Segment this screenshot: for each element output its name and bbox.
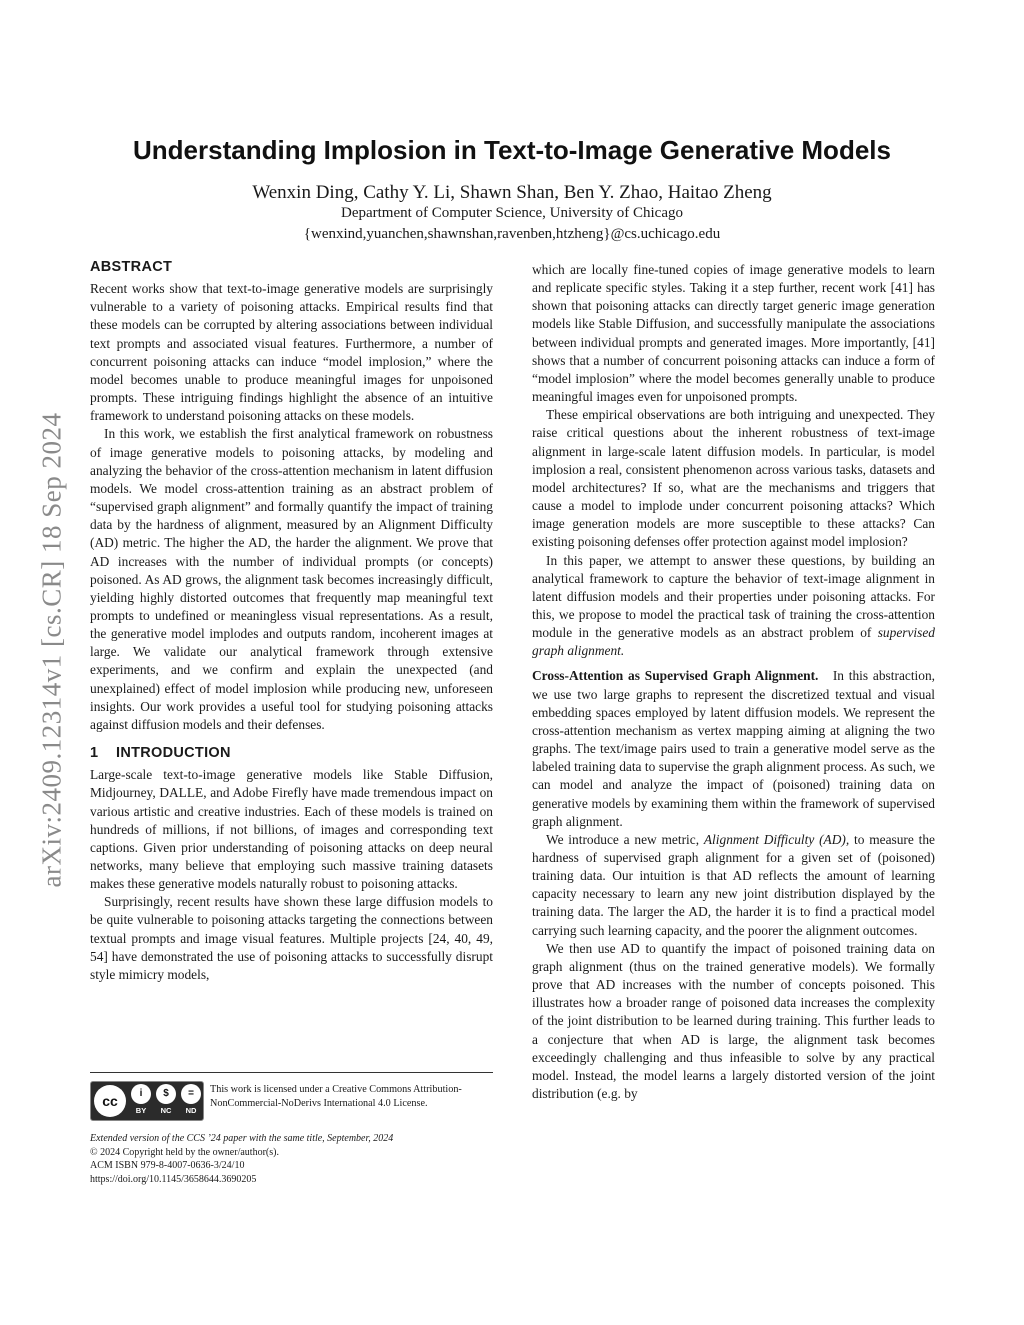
right-paragraph-4-text: In this abstraction, we use two large graphs to represent the discretized textual and visual embedding spaces employed by latent diffusion models. We represent the cross-attention mechanism as vertex mapping aiming at aligning the two graphs. The text/image pairs used to train a generative model serve as the labeled training data to supervise the graph alignment process. As such, we can model and analyze the impact of (poisoned) training data on generative models by examining them within the framework of supervised graph alignment.	[532, 668, 936, 829]
footer-copyright: © 2024 Copyright held by the owner/author(s).	[90, 1146, 279, 1158]
right-paragraph-4	[532, 667, 935, 830]
right-paragraph-1: which are locally fine-tuned copies of image generative models to learn and replicate specific styles. Taking it a step further, recent work [41] has shown that poisoning attacks can directly target generic image generation models like Stable Diffusion, and successfully manipulate the associations between individual prompts and generated images. More importantly, [41] shows that a number of concurrent poisoning attacks can induce a form of “model implosion” where the model becomes generally unable to produce meaningful images even for unpoisoned prompts.	[532, 262, 935, 405]
affiliation: Department of Computer Science, University of Chicago	[341, 205, 683, 221]
abstract-paragraph-1: Recent works show that text-to-image generative models are surprisingly vulnerable to a variety of poisoning attacks. Empirical results find that these models can be corrupted by altering associations between individual text prompts and associated visual features. Furthermore, a number of concurrent poisoning attacks can induce “model implosion,” where the model becomes unable to produce meaningful images for unpoisoned prompts. These intriguing findings highlight the absence of an intuitive framework to understand poisoning attacks on these models.	[90, 281, 493, 424]
footer-isbn: ACM ISBN 979-8-4007-0636-3/24/10	[90, 1160, 245, 1172]
section-title: INTRODUCTION	[116, 745, 231, 762]
right-paragraph-5-post: to measure the hardness of supervised graph alignment for a given set of (poisoned) training data. Our intuition is that AD reflects the amount of learning capacity necessary to learn any new joint distribution displayed by the training data. The larger the AD, the harder it is to find a practical model carrying such learning capacity, and the poorer the alignment outcomes.	[532, 831, 935, 938]
footer-version-note: Extended version of the CCS ’24 paper with the same title, September, 2024	[90, 1133, 394, 1144]
noncommercial-icon: $	[156, 1084, 176, 1104]
author-list: Wenxin Ding, Cathy Y. Li, Shawn Shan, Ben Y. Zhao, Haitao Zheng	[252, 182, 772, 203]
right-paragraph-2: These empirical observations are both intriguing and unexpected. They raise critical questions about the inherent robustness of text-image alignment in large-scale latent diffusion models. In particular, is model implosion a real, consistent phenomenon across various tasks, datasets and model architectures? If so, what are the mechanisms and triggers that cause a model to implode under concurrent poisoning attacks? Which image generation models are more susceptible to these attacks? Can existing poisoning defenses offer protection against model implosion?	[532, 407, 935, 550]
introduction-heading	[90, 744, 493, 762]
footer-block	[90, 1132, 493, 1186]
section-number: 1	[90, 745, 99, 762]
license-block	[90, 1072, 493, 1115]
right-paragraph-6: We then use AD to quantify the impact of poisoned training data on graph alignment (thus on the trained generative models). We formally prove that AD increases with the number of concepts poisoned. This illustrates how a broader range of poisoned data increases the complexity of the joint distribution to be learned during training. This further leads to a conjecture that when AD is large, the alignment task becomes exceedingly challenging and thus infeasible to solve by any practical model. Instead, the model learns a largely distorted version of the joint distribution (e.g. by	[532, 940, 935, 1102]
run-in-heading: Cross-Attention as Supervised Graph Alignment.	[532, 668, 819, 684]
paper-title: Understanding Implosion in Text-to-Image Generative Models	[133, 135, 891, 165]
nd-label: ND	[185, 1106, 197, 1115]
license-text: This work is licensed under a Creative Commons Attribution-NonCommercial-NoDerivs International 4.0 License.	[210, 1084, 462, 1109]
intro-paragraph-2: Surprisingly, recent results have shown these large diffusion models to be quite vulnerable to poisoning attacks targeting the connections between textual prompts and image visual features. Multiple projects [24, 40, 49, 54] have demonstrated the use of poisoning attacks to successfully disrupt style mimicry models,	[90, 894, 493, 982]
right-paragraph-3-text: In this paper, we attempt to answer these questions, by building an analytical framework to capture the behavior of text-image alignment in latent diffusion models and their properties under poisoning attacks. For this, we propose to model the practical task of training the cross-attention module in the generative models as an abstract problem of	[532, 552, 935, 641]
right-column	[532, 261, 935, 1103]
right-paragraph-3	[532, 552, 935, 661]
arxiv-identifier: arXiv:2409.12314v1 [cs.CR] 18 Sep 2024	[36, 412, 67, 888]
abstract-paragraph-2: In this work, we establish the first analytical framework on robustness of image generative models to poisoning attacks, by modeling and analyzing the behavior of the cross-attention mechanism in latent diffusion models. We model cross-attention training as an abstract problem of “supervised graph alignment” and formally quantify the impact of training data by the hardness of alignment, measured by an Alignment Difficulty (AD) metric. The higher the AD, the harder the alignment. We prove that AD increases with the number of individual prompts (or concepts) poisoned. As AD grows, the alignment task becomes increasingly difficult, yielding highly distorted outcomes that frequently map meaningful text prompts to undefined or meaningless visual representations. As a result, the generative model implodes and outputs random, incoherent images at large. We validate our analytical framework through extensive experiments, and we confirm and explain the unexpected (and unexplained) effect of model implosion while producing new, unforeseen insights. Our work provides a useful tool for studying poisoning attacks against diffusion models and their defenses.	[90, 426, 493, 732]
noderivs-icon: =	[181, 1084, 201, 1104]
cc-logo-icon: cc	[94, 1085, 126, 1117]
abstract-heading: ABSTRACT	[90, 259, 173, 275]
right-paragraph-5-emphasis: Alignment Difficulty (AD),	[703, 831, 850, 847]
by-label: BY	[135, 1106, 147, 1115]
attribution-icon: i	[131, 1084, 151, 1104]
footer-doi-link[interactable]: https://doi.org/10.1145/3658644.3690205	[90, 1173, 257, 1185]
right-paragraph-5	[532, 831, 935, 940]
left-column	[90, 258, 493, 984]
intro-paragraph-1: Large-scale text-to-image generative models like Stable Diffusion, Midjourney, DALLE, and Adobe Firefly have made tremendous impact on various artistic and creative industries. Each of these models is trained on hundreds of millions, if not billions, of images and corresponding text captions. Given prior understanding of poisoning attacks on deep neural networks, many believe that employing such massive training datasets makes these generative models naturally robust to poisoning attacks.	[90, 767, 493, 892]
author-emails: {wenxind,yuanchen,shawnshan,ravenben,htzheng}@cs.uchicago.edu	[303, 226, 721, 242]
right-paragraph-3-emphasis: supervised graph alignment.	[532, 625, 935, 659]
cc-license-badge[interactable]	[90, 1081, 204, 1121]
right-paragraph-5-pre: We introduce a new metric,	[546, 831, 704, 847]
nc-label: NC	[160, 1106, 172, 1115]
arxiv-sidebar	[26, 350, 78, 950]
